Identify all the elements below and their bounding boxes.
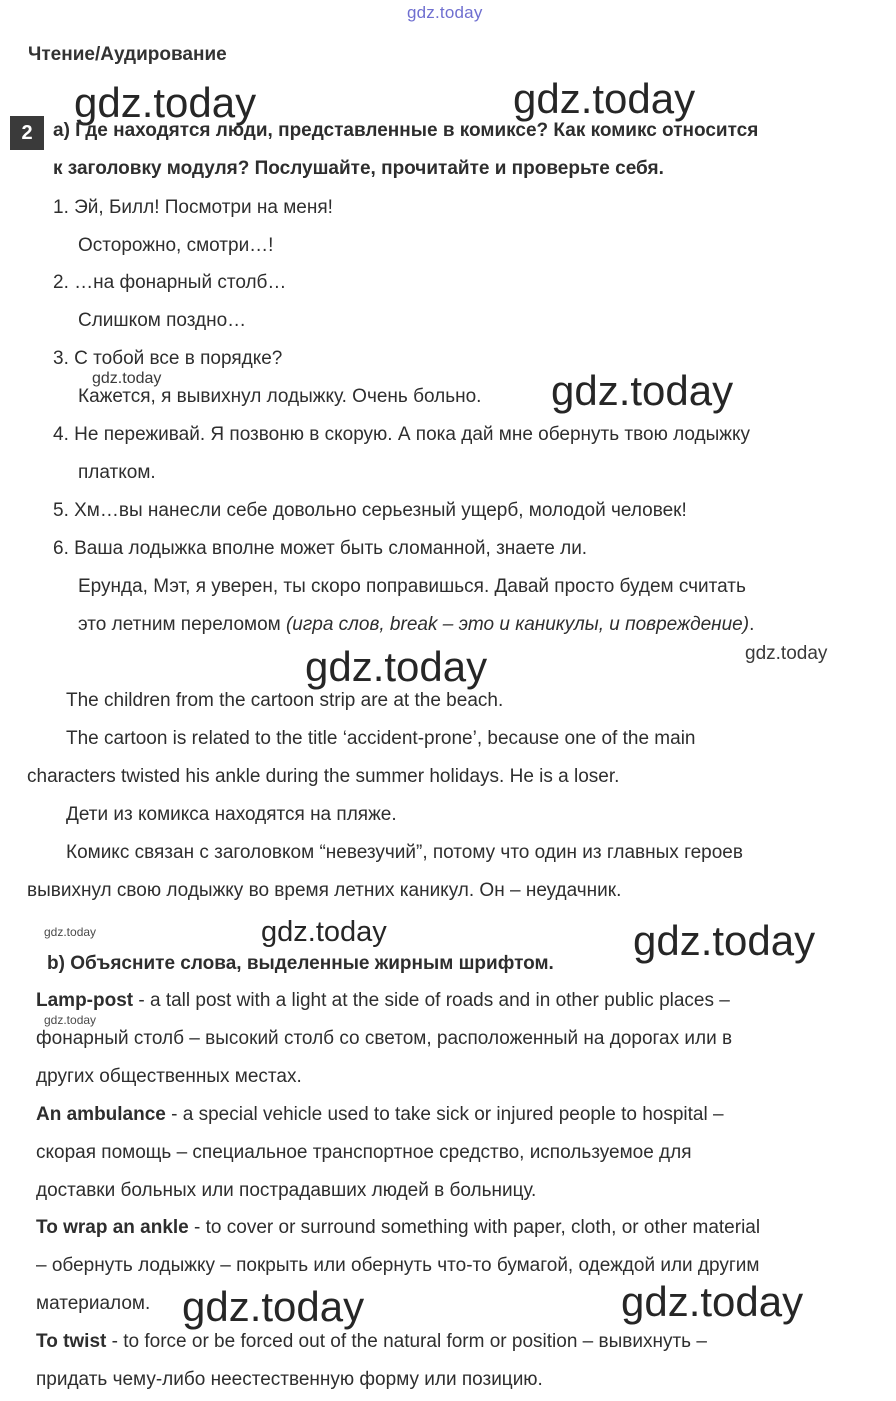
watermark: gdz.today [551, 367, 734, 414]
comic-line [78, 614, 754, 636]
comic-line: Осторожно, смотри…! [78, 235, 274, 256]
definition-line: доставки больных или пострадавших людей в больницу. [36, 1180, 537, 1201]
watermark: gdz.today [621, 1278, 804, 1325]
watermark: gdz.today [513, 75, 696, 122]
comic-line: Кажется, я вывихнул лодыжку. Очень больно. [78, 386, 482, 407]
watermark: gdz.today [44, 1013, 97, 1027]
definition-term: Lamp-post [36, 990, 134, 1011]
comic-line: Ерунда, Мэт, я уверен, ты скоро поправишься. Давай просто будем считать [78, 576, 746, 597]
comic-line: платком. [78, 462, 156, 483]
watermark: gdz.today [182, 1283, 365, 1330]
watermark: gdz.today [44, 925, 97, 939]
definition-text: - a tall post with a light at the side of roads and in other public places – [133, 990, 730, 1011]
task-b-heading: b) Объясните слова, выделенные жирным шрифтом. [47, 953, 554, 974]
comic-text: это летним переломом [78, 614, 286, 635]
definition-line [36, 1217, 760, 1239]
comic-line: 6. Ваша лодыжка вполне может быть сломанной, знаете ли. [53, 538, 588, 559]
definition-line: – обернуть лодыжку – покрыть или обернуть что-то бумагой, одеждой или другим [36, 1255, 760, 1276]
definition-line [36, 990, 730, 1012]
task-a-line2: к заголовку модуля? Послушайте, прочитайте и проверьте себя. [53, 158, 664, 179]
definition-text: - to force or be forced out of the natural form or position – вывихнуть – [106, 1331, 707, 1352]
definition-line: придать чему-либо неестественную форму или позицию. [36, 1369, 543, 1390]
comic-line: 2. …на фонарный столб… [53, 272, 287, 293]
comic-line: 4. Не переживай. Я позвоню в скорую. А пока дай мне обернуть твою лодыжку [53, 424, 751, 445]
section-title: Чтение/Аудирование [28, 44, 227, 65]
answer-en-line: characters twisted his ankle during the summer holidays. He is a loser. [27, 766, 620, 787]
definition-term: To twist [36, 1331, 107, 1352]
answer-ru-line: вывихнул свою лодыжку во время летних каникул. Он – неудачник. [27, 880, 622, 901]
watermark: gdz.today [745, 643, 828, 664]
task-a-line1: a) Где находятся люди, представленные в комиксе? Как комикс относится [53, 120, 759, 141]
answer-en-line: The cartoon is related to the title ‘accident-prone’, because one of the main [66, 728, 696, 749]
definition-text: - a special vehicle used to take sick or injured people to hospital – [165, 1104, 724, 1125]
answer-en-line: The children from the cartoon strip are at the beach. [66, 690, 504, 711]
definition-line: других общественных местах. [36, 1066, 302, 1087]
definition-term: To wrap an ankle [36, 1217, 189, 1238]
definition-line: материалом. [36, 1293, 151, 1314]
definition-line: скорая помощь – специальное транспортное средство, используемое для [36, 1142, 692, 1163]
definition-line: фонарный столб – высокий столб со светом, расположенный на дорогах или в [36, 1028, 733, 1049]
comic-line: 5. Хм…вы нанесли себе довольно серьезный ущерб, молодой человек! [53, 500, 687, 521]
definition-line [36, 1104, 724, 1126]
answer-ru-line: Дети из комикса находятся на пляже. [66, 804, 397, 825]
watermark: gdz.today [261, 916, 387, 948]
definition-term: An ambulance [36, 1104, 166, 1125]
watermark-top: gdz.today [407, 3, 483, 22]
comic-line: 3. С тобой все в порядке? [53, 348, 283, 369]
watermark: gdz.today [633, 917, 816, 964]
watermark: gdz.today [74, 79, 257, 126]
definition-line [36, 1331, 707, 1353]
watermark: gdz.today [305, 643, 488, 690]
exercise-number-badge: 2 [10, 116, 44, 150]
answer-ru-line: Комикс связан с заголовком “невезучий”, потому что один из главных героев [66, 842, 743, 863]
comic-note: (игра слов, break – это и каникулы, и повреждение) [285, 614, 750, 635]
comic-line: 1. Эй, Билл! Посмотри на меня! [53, 197, 333, 218]
comic-line: Слишком поздно… [78, 310, 247, 331]
comic-text: . [749, 614, 755, 635]
definition-text: - to cover or surround something with paper, cloth, or other material [188, 1217, 761, 1238]
watermark: gdz.today [92, 370, 162, 387]
